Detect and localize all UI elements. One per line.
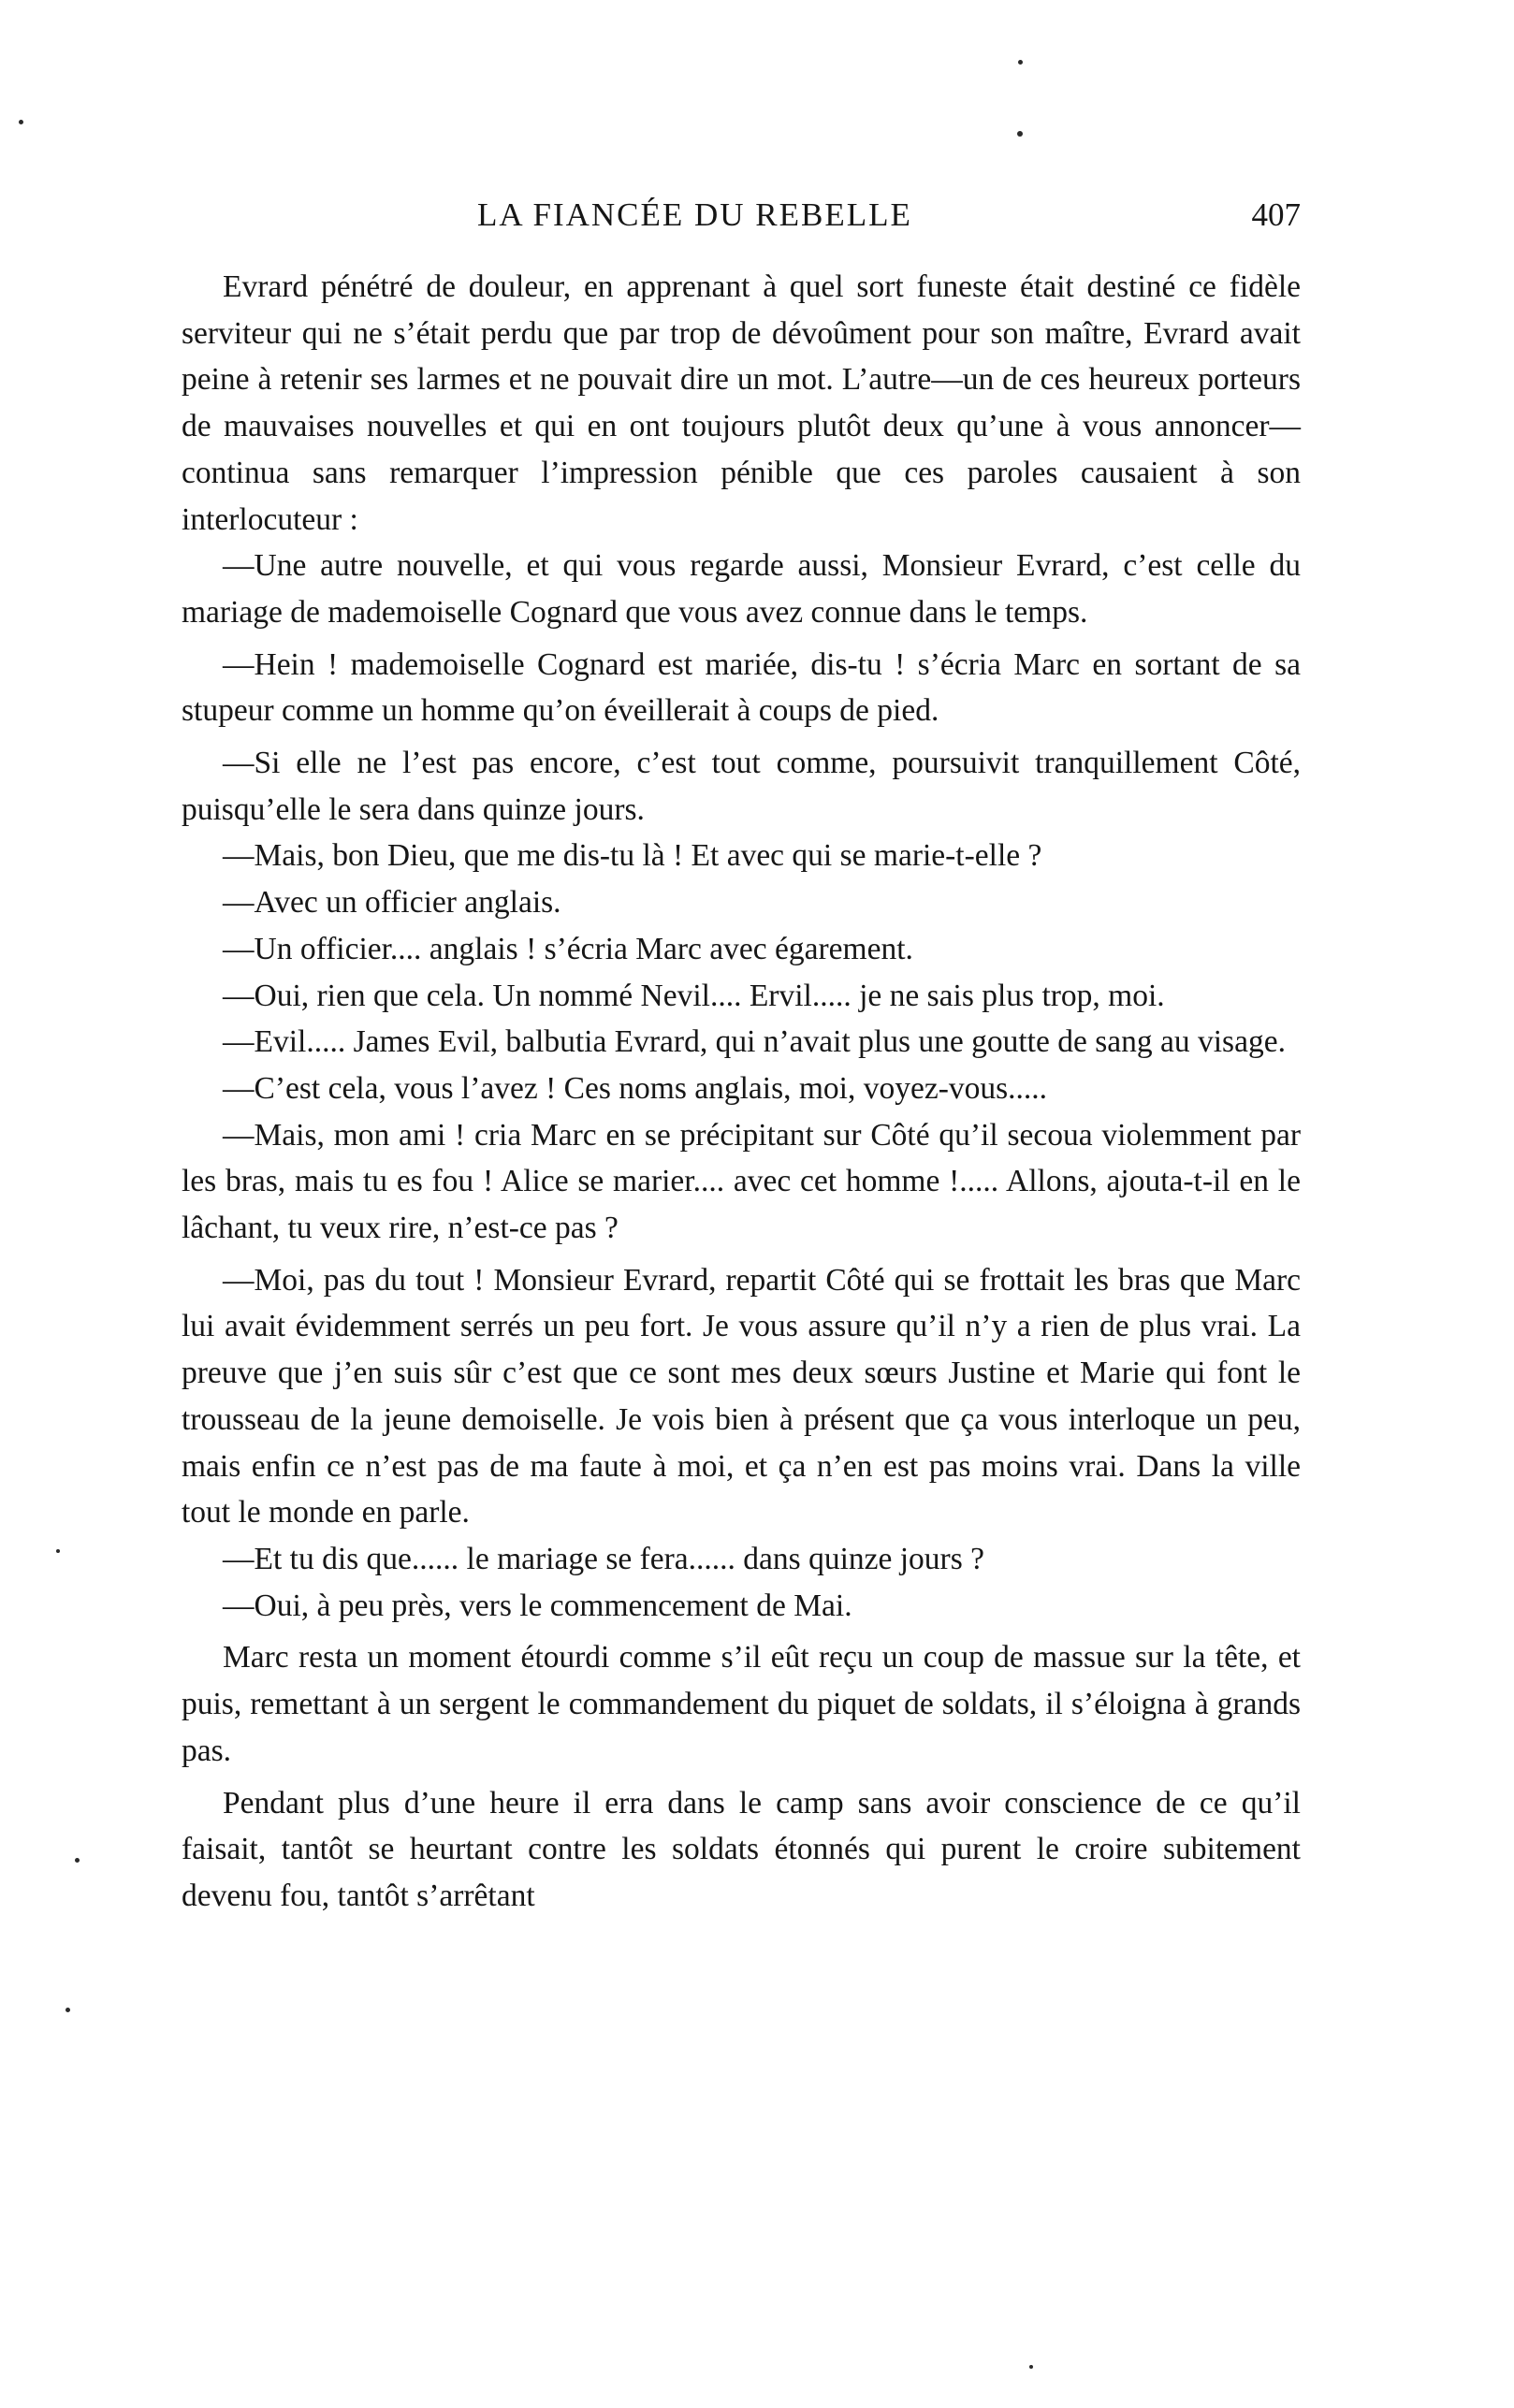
paragraph: Evrard pénétré de douleur, en apprenant à quel sort funeste était destiné ce fidèle serviteur qui ne s’était perdu que par trop de dévoûment pour son maître, Evrard avait peine à retenir ses larmes et ne pouvait dire un mot. L’autre—un de ces heureux porteurs de mauvaises nouvelles et qui en ont toujours plutôt deux qu’une à vous annoncer—continua sans remarquer l’impression pénible que ces paroles causaient à son interlocuteur : [182, 269, 1301, 537]
paragraph: —Avec un officier anglais. [223, 885, 561, 921]
paragraph: —Hein ! mademoiselle Cognard est mariée, dis-tu ! s’écria Marc en sortant de sa stupeur comme un homme qu’on éveillerait à coups de pied. [182, 646, 1301, 729]
paragraph: —Mais, bon Dieu, que me dis-tu là ! Et avec qui se marie-t-elle ? [223, 838, 1042, 874]
print-speck [19, 120, 23, 124]
paragraph: —C’est cela, vous l’avez ! Ces noms anglais, moi, voyez-vous..... [223, 1070, 1048, 1106]
paragraph: —Moi, pas du tout ! Monsieur Evrard, repartit Côté qui se frottait les bras que Marc lui avait évidemment serrés un peu fort. Je vous assure qu’il n’y a rien de plus vrai. La preuve que j’en suis sûr c’est que ce sont mes deux sœurs Justine et Marie qui font le trousseau de la jeune demoiselle. Je vois bien à présent que ça vous interloque un peu, mais enfin ce n’est pas de ma faute à moi, et ça n’en est pas moins vrai. Dans la ville tout le monde en parle. [182, 1262, 1301, 1530]
page-number: 407 [1251, 196, 1301, 233]
print-speck [1018, 60, 1023, 65]
paragraph: —Oui, rien que cela. Un nommé Nevil.... Ervil..... je ne sais plus trop, moi. [223, 978, 1165, 1013]
body-text [182, 264, 1301, 1920]
print-speck [56, 1549, 60, 1553]
paragraph: Pendant plus d’une heure il erra dans le camp sans avoir conscience de ce qu’il faisait, tantôt se heurtant contre les soldats étonnés qui purent le croire subitement devenu fou, tantôt s’arrêtant [182, 1785, 1301, 1913]
paragraph: —Mais, mon ami ! cria Marc en se précipitant sur Côté qu’il secoua violemment par les bras, mais tu es fou ! Alice se marier.... avec cet homme !..... Allons, ajouta-t-il en le lâchant, tu veux rire, n’est-ce pas ? [182, 1117, 1301, 1246]
paragraph: —Oui, à peu près, vers le commencement de Mai. [223, 1588, 852, 1623]
paragraph: —Et tu dis que...... le mariage se fera...... dans quinze jours ? [223, 1541, 984, 1576]
running-title: LA FIANCÉE DU REBELLE [477, 196, 912, 233]
running-head [187, 187, 1301, 243]
print-speck [66, 2008, 70, 2012]
paragraph: Marc resta un moment étourdi comme s’il eût reçu un coup de massue sur la tête, et puis, remettant à un sergent le commandement du piquet de soldats, il s’éloigna à grands pas. [182, 1640, 1301, 1768]
paragraph: —Une autre nouvelle, et qui vous regarde aussi, Monsieur Evrard, c’est celle du mariage de mademoiselle Cognard que vous avez connue dans le temps. [182, 548, 1301, 630]
print-speck [75, 1858, 80, 1863]
paragraph: —Evil..... James Evil, balbutia Evrard, qui n’avait plus une goutte de sang au visage. [223, 1024, 1286, 1060]
paragraph: —Si elle ne l’est pas encore, c’est tout comme, poursuivit tranquillement Côté, puisqu’elle le sera dans quinze jours. [182, 746, 1301, 827]
print-speck [1017, 131, 1023, 137]
print-speck [1029, 2365, 1033, 2369]
paragraph: —Un officier.... anglais ! s’écria Marc avec égarement. [223, 931, 913, 966]
